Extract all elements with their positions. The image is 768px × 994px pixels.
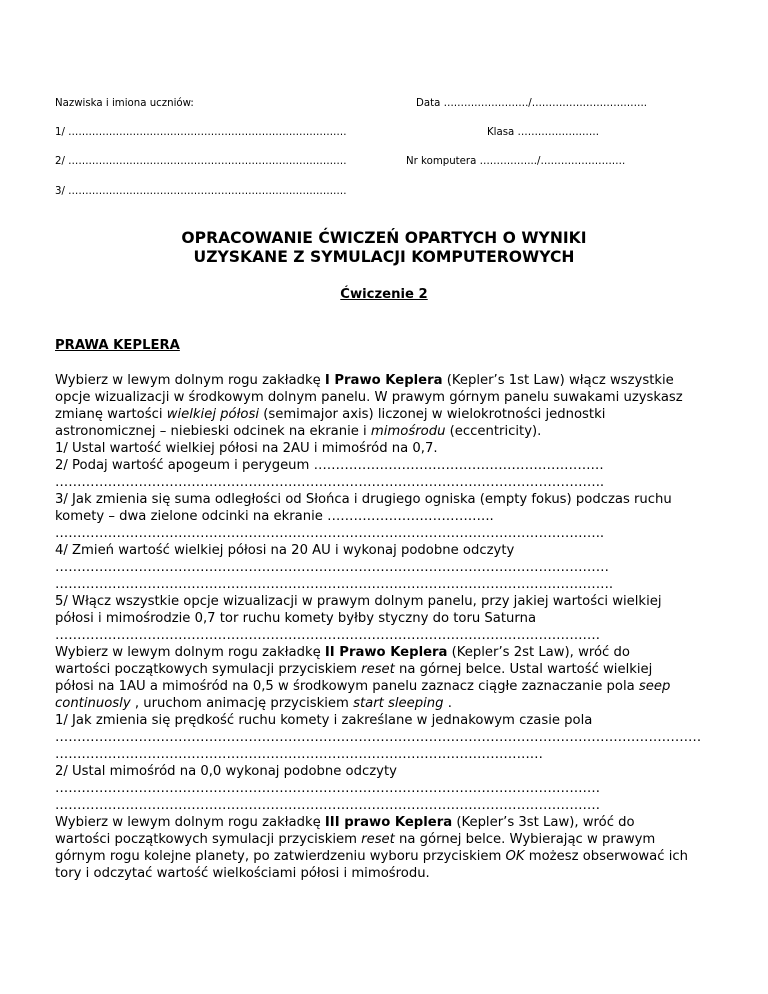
question-3: 3/ Jak zmienia się suma odległości od Słońca i drugiego ogniska (empty fokus) podczas ruchu	[55, 492, 672, 507]
paragraph-2-line-2: wartości początkowych symulacji przyciskiem reset na górnej belce. Ustal wartość wielkiej	[55, 662, 653, 677]
answer-line-1[interactable]: ……………………………………………………………………………………………………………..	[55, 475, 605, 490]
page-title-line-1: OPRACOWANIE ĆWICZEŃ OPARTYCH O WYNIKI	[181, 229, 587, 247]
student-2-field[interactable]: 2/ ……………………………………………………………………….	[55, 156, 347, 167]
page-title-line-2: UZYSKANE Z SYMULACJI KOMPUTEROWYCH	[193, 248, 575, 266]
section-heading: PRAWA KEPLERA	[55, 338, 180, 353]
question-4: 4/ Zmień wartość wielkiej półosi na 20 AU i wykonaj podobne odczyty	[55, 543, 515, 558]
paragraph-1-line-3: zmianę wartości wielkiej półosi (semimajor axis) liczonej w wielokrotności jednostki	[55, 407, 606, 422]
answer-line-5[interactable]: …………………………………………………………………………………………………………….	[55, 628, 600, 643]
question-5-continued: półosi i mimośrodzie 0,7 tor ruchu komety byłby styczny do toru Saturna	[55, 611, 537, 626]
question-5: 5/ Włącz wszystkie opcje wizualizacji w prawym dolnym panelu, przy jakiej wartości wielkiej	[55, 594, 662, 609]
question-7: 2/ Ustal mimośród na 0,0 wykonaj podobne odczyty	[55, 764, 397, 779]
answer-line-8[interactable]: …………………………………………………………………………………………………………….	[55, 781, 600, 796]
paragraph-2-line-1: Wybierz w lewym dolnym rogu zakładkę II Prawo Keplera (Kepler’s 2st Law), wróć do	[55, 645, 630, 660]
paragraph-1-line-1: Wybierz w lewym dolnym rogu zakładkę I Prawo Keplera (Kepler’s 1st Law) włącz wszystkie	[55, 373, 674, 388]
paragraph-2-line-3: półosi na 1AU a mimośród na 0,5 w środkowym panelu zaznacz ciągłe zaznaczanie pola seep	[55, 679, 671, 694]
answer-line-9[interactable]: …………………………………………………………………………………………………………….	[55, 798, 600, 813]
paragraph-1-line-2: opcje wizualizacji w środkowym dolnym panelu. W prawym górnym panelu suwakami uzyskasz	[55, 390, 683, 405]
paragraph-3-line-1: Wybierz w lewym dolnym rogu zakładkę III prawo Keplera (Kepler’s 3st Law), wróć do	[55, 815, 635, 830]
question-6: 1/ Jak zmienia się prędkość ruchu komety i zakreślane w jednakowym czasie pola	[55, 713, 593, 728]
date-field[interactable]: Data ……………………./…………………………….	[416, 98, 648, 109]
answer-line-4[interactable]: ……………………………………………………………………………………………………………….	[55, 577, 614, 592]
question-3-continued: komety – dwa zielone odcinki na ekranie ………………………………..	[55, 509, 494, 524]
paragraph-3-line-3: górnym rogu kolejne planety, po zatwierdzeniu wyboru przyciskiem OK możesz obserwować ich	[55, 849, 688, 864]
exercise-title: Ćwiczenie 2	[340, 287, 428, 302]
paragraph-2-line-4: continuosly , uruchom animację przyciskiem start sleeping .	[55, 696, 452, 711]
question-1: 1/ Ustal wartość wielkiej półosi na 2AU i mimośród na 0,7.	[55, 441, 438, 456]
paragraph-1-line-4: astronomicznej – niebieski odcinek na ekranie i mimośrodu (eccentricity).	[55, 424, 542, 439]
student-3-field[interactable]: 3/ ……………………………………………………………………….	[55, 186, 347, 197]
computer-number-field[interactable]: Nr komputera ……………../…………………….	[406, 156, 626, 167]
answer-line-6[interactable]: …………………………………………………………………………………………………………………………………	[55, 730, 702, 745]
question-2: 2/ Podaj wartość apogeum i perygeum …………………………………………………………	[55, 458, 604, 473]
paragraph-3-line-2: wartości początkowych symulacji przyciskiem reset na górnej belce. Wybierając w prawym	[55, 832, 656, 847]
class-field[interactable]: Klasa ……………………	[487, 127, 600, 138]
students-label: Nazwiska i imiona uczniów:	[55, 98, 194, 109]
paragraph-3-line-4: tory i odczytać wartość wielkościami półosi i mimośrodu.	[55, 866, 430, 881]
answer-line-7[interactable]: …………………………………………………………………………………………………	[55, 747, 543, 762]
answer-line-3[interactable]: ………………………………………………………………………………………………………………	[55, 560, 609, 575]
student-1-field[interactable]: 1/ ……………………………………………………………………….	[55, 127, 347, 138]
answer-line-2[interactable]: ……………………………………………………………………………………………………………..	[55, 526, 605, 541]
